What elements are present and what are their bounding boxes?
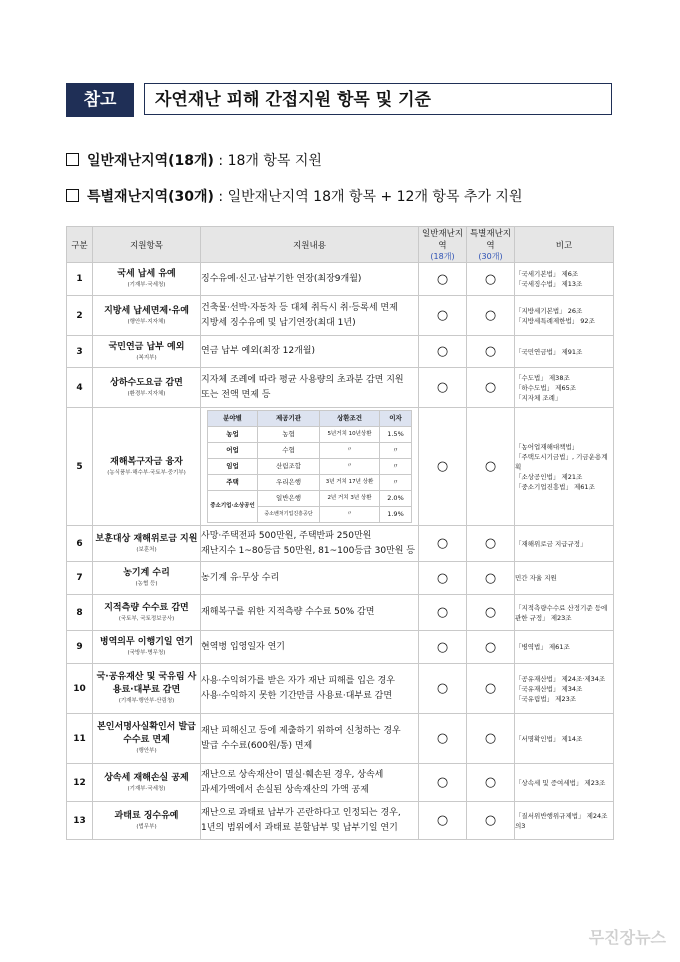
note-cell: [515, 714, 614, 764]
content-cell: [201, 595, 419, 631]
item-agency: (농협 등): [135, 581, 158, 587]
item-name: 보훈대상 재해위로금 지원: [95, 533, 198, 544]
loan-row: [208, 443, 412, 459]
watermark: 무진장뉴스: [588, 928, 666, 947]
note-line: 「수도법」 제38조: [515, 373, 570, 382]
loan-row: [208, 427, 412, 443]
content-cell: [201, 562, 419, 595]
general-mark: ○: [419, 595, 467, 631]
special-mark: ○: [467, 296, 515, 336]
item-agency: (법무부): [136, 823, 157, 830]
item-cell: [93, 408, 201, 526]
loan-category: 중소기업·소상공인: [208, 491, 258, 523]
general-mark: ○: [419, 263, 467, 296]
loan-rate: 1.9%: [380, 507, 412, 523]
note-line: 「재해위로금 지급규정」: [515, 539, 587, 548]
loan-terms: 〃: [320, 443, 380, 459]
item-cell: [93, 802, 201, 840]
item-agency: (보훈처): [136, 546, 157, 553]
content-line: 건축물·선박·자동차 등 대체 취득시 취·등록세 면제: [201, 302, 398, 313]
content-line: 발급 수수료(600원/통) 면제: [201, 740, 313, 751]
content-cell: [201, 408, 419, 526]
loan-terms: 3년 거치 17년 상환: [320, 475, 380, 491]
content-line: 재난으로 과태료 납부가 곤란하다고 인정되는 경우,: [201, 807, 401, 818]
table-row: [67, 296, 614, 336]
note-cell: [515, 263, 614, 296]
item-cell: [93, 631, 201, 664]
content-cell: [201, 296, 419, 336]
loan-category: 주택: [208, 475, 258, 491]
note-line: 「국유림법」 제23조: [515, 694, 577, 703]
content-cell: [201, 714, 419, 764]
row-number: 3: [67, 336, 93, 368]
item-cell: [93, 368, 201, 408]
content-line: 과세가액에서 손실된 상속재산의 가액 공제: [201, 784, 369, 795]
item-name: 지적측량 수수료 감면: [104, 602, 189, 613]
table-row: [67, 263, 614, 296]
note-line: 「국민연금법」 제91조: [515, 347, 583, 356]
general-mark: ○: [419, 526, 467, 562]
general-mark: ○: [419, 714, 467, 764]
content-line: 재난 피해신고 등에 제출하기 위하여 신청하는 경우: [201, 725, 401, 736]
row-number: 8: [67, 595, 93, 631]
item-agency: (기재부·국세청): [127, 282, 166, 288]
table-row: [67, 595, 614, 631]
page-title: 자연재난 피해 간접지원 항목 및 기준: [144, 83, 612, 115]
note-cell: [515, 296, 614, 336]
loan-header: 분야별: [208, 411, 258, 427]
item-agency: (농식품부·해수부·국토부·중기부): [107, 469, 186, 476]
row-number: 11: [67, 714, 93, 764]
table-row: [67, 368, 614, 408]
note-line: 민간 자율 지원: [515, 574, 557, 582]
general-mark: ○: [419, 802, 467, 840]
item-agency: (기재부·행안부·산림청): [118, 698, 175, 704]
row-number: 9: [67, 631, 93, 664]
table-row: [67, 802, 614, 840]
note-line: 「지방세특례제한법」 92조: [515, 316, 595, 325]
note-cell: [515, 664, 614, 714]
note-cell: [515, 562, 614, 595]
note-line: 「농어업재해대책법」: [515, 442, 579, 451]
general-mark: ○: [419, 296, 467, 336]
special-mark: ○: [467, 631, 515, 664]
loan-provider: 우리은행: [258, 475, 320, 491]
note-cell: [515, 526, 614, 562]
loan-category: 어업: [208, 443, 258, 459]
section-header: [66, 83, 612, 117]
item-agency: (행안부·지자체): [127, 318, 166, 325]
loan-row: [208, 491, 412, 507]
loan-provider: 중소벤처기업진흥공단: [258, 507, 320, 523]
item-name: 국세 납세 유예: [117, 269, 176, 279]
special-mark: ○: [467, 526, 515, 562]
item-name: 과태료 징수유예: [114, 810, 179, 821]
content-line: 1년의 범위에서 과태료 분할납부 및 납부기일 연기: [201, 822, 398, 833]
table-row: [67, 664, 614, 714]
loan-row: [208, 475, 412, 491]
note-line: 「주택도시기금법」, 기금운용계획: [515, 452, 608, 471]
loan-terms: 5년거치 10년상환: [320, 427, 380, 443]
general-mark: ○: [419, 408, 467, 526]
note-line: 「병역법」 제61조: [515, 643, 570, 651]
loan-terms: 〃: [320, 507, 380, 523]
note-cell: [515, 802, 614, 840]
note-cell: [515, 368, 614, 408]
special-mark: ○: [467, 336, 515, 368]
content-cell: [201, 764, 419, 802]
note-line: 「국유재산법」 제34조: [515, 684, 583, 693]
item-agency: (행안부): [136, 748, 157, 754]
content-cell: [201, 263, 419, 296]
loan-terms: 〃: [320, 459, 380, 475]
item-cell: [93, 595, 201, 631]
content-line: 징수유예·신고·납부기한 연장(최장9개월): [201, 273, 362, 284]
row-number: 2: [67, 296, 93, 336]
content-line: 재난으로 상속재산이 멸실·훼손된 경우, 상속세: [201, 769, 384, 780]
note-line: 「중소기업진흥법」 제61조: [515, 482, 595, 491]
note-line: 「지적측량수수료 산정기준 등에: [515, 603, 608, 612]
special-mark: ○: [467, 368, 515, 408]
reference-tag: 참고: [66, 83, 134, 117]
loan-rate: 〃: [380, 443, 412, 459]
loan-header: 이자: [380, 411, 412, 427]
col-note: 비고: [515, 227, 614, 263]
special-mark: ○: [467, 263, 515, 296]
loan-provider: 농협: [258, 427, 320, 443]
note-line: 「지방세기본법」 26조: [515, 306, 583, 315]
content-line: 연금 납부 예외(최장 12개월): [201, 346, 315, 356]
loan-provider: 일반은행: [258, 491, 320, 507]
content-line: 농기계 유·무상 수리: [201, 572, 280, 583]
note-line: 관한 규정」 제23조: [515, 613, 572, 622]
note-line: 「소상공인법」 제21조: [515, 472, 583, 481]
row-number: 5: [67, 408, 93, 526]
item-name: 병역의무 이행기일 연기: [99, 637, 194, 647]
row-number: 1: [67, 263, 93, 296]
item-name: 국민연금 납부 예외: [108, 341, 185, 352]
special-mark: ○: [467, 664, 515, 714]
loan-rate: 〃: [380, 475, 412, 491]
table-row: [67, 336, 614, 368]
special-mark: ○: [467, 714, 515, 764]
row-number: 10: [67, 664, 93, 714]
note-cell: [515, 764, 614, 802]
item-cell: [93, 526, 201, 562]
general-mark: ○: [419, 664, 467, 714]
special-mark: ○: [467, 802, 515, 840]
note-line: 「지자체 조례」: [515, 393, 562, 402]
content-line: 지방세 징수유예 및 납기연장(최대 1년): [201, 317, 356, 328]
item-name: 국·공유재산 및 국유림 사용료·대부료 감면: [96, 672, 197, 695]
content-cell: [201, 802, 419, 840]
general-mark: ○: [419, 336, 467, 368]
loan-header: 제공기관: [258, 411, 320, 427]
special-mark: ○: [467, 595, 515, 631]
loan-provider: 수협: [258, 443, 320, 459]
table-row: [67, 714, 614, 764]
row-number: 7: [67, 562, 93, 595]
general-mark: ○: [419, 368, 467, 408]
content-line: 사용·수익허가를 받은 자가 재난 피해를 입은 경우: [201, 675, 395, 686]
item-name: 지방세 납세면제·유예: [104, 305, 189, 316]
note-line: 「국세징수법」 제13조: [515, 280, 583, 288]
table-row: [67, 408, 614, 526]
content-cell: [201, 368, 419, 408]
table-row: [67, 631, 614, 664]
loan-rate: 2.0%: [380, 491, 412, 507]
loan-table: [207, 410, 412, 523]
item-agency: (기재부·국세청): [127, 785, 166, 792]
table-row: [67, 764, 614, 802]
item-name: 재해복구자금 융자: [110, 456, 183, 467]
row-number: 13: [67, 802, 93, 840]
special-mark: ○: [467, 408, 515, 526]
note-line: 「질서위반행위규제법」 제24조의3: [515, 811, 608, 830]
item-cell: [93, 296, 201, 336]
content-line: 사용·수익하지 못한 기간만큼 사용료·대부료 감면: [201, 690, 393, 701]
square-bullet-icon: [66, 189, 79, 202]
table-header: [67, 227, 614, 263]
content-line: 지자체 조례에 따라 평균 사용량의 초과분 감면 지원: [201, 374, 404, 385]
row-number: 12: [67, 764, 93, 802]
note-cell: [515, 631, 614, 664]
table-row: [67, 526, 614, 562]
note-cell: [515, 336, 614, 368]
note-cell: [515, 408, 614, 526]
bullet-general: 일반재난지역(18개) : 18개 항목 지원: [66, 150, 322, 170]
loan-category: 임업: [208, 459, 258, 475]
note-cell: [515, 595, 614, 631]
special-mark: ○: [467, 562, 515, 595]
note-line: 「공유재산법」 제24조·제34조: [515, 674, 606, 683]
content-cell: [201, 631, 419, 664]
loan-rate: 〃: [380, 459, 412, 475]
item-agency: (복지부): [136, 354, 157, 361]
content-line: 현역병 입영일자 연기: [201, 641, 285, 652]
note-line: 「국세기본법」 제6조: [515, 270, 579, 278]
note-line: 「하수도법」 제65조: [515, 383, 577, 392]
loan-terms: 2년 거치 3년 상환: [320, 491, 380, 507]
content-line: 사망·주택전파 500만원, 주택반파 250만원: [201, 530, 372, 541]
loan-header: 상환조건: [320, 411, 380, 427]
note-line: 「상속세 및 증여세법」 제23조: [515, 778, 606, 787]
loan-rate: 1.5%: [380, 427, 412, 443]
loan-row: [208, 459, 412, 475]
content-cell: [201, 336, 419, 368]
item-cell: [93, 263, 201, 296]
special-mark: ○: [467, 764, 515, 802]
item-name: 상속세 재해손실 공제: [104, 772, 189, 783]
item-cell: [93, 336, 201, 368]
general-mark: ○: [419, 631, 467, 664]
content-line: 재해복구를 위한 지적측량 수수료 50% 감면: [201, 607, 375, 617]
content-line: 재난지수 1~80등급 50만원, 81~100등급 30만원 등: [201, 545, 415, 556]
item-cell: [93, 562, 201, 595]
table-row: [67, 562, 614, 595]
item-agency: (환경부·지자체): [127, 390, 166, 397]
square-bullet-icon: [66, 153, 79, 166]
item-agency: (국방부·병무청): [127, 650, 166, 656]
bullet-special: 특별재난지역(30개) : 일반재난지역 18개 항목 + 12개 항목 추가 지원: [66, 186, 522, 206]
item-name: 상하수도요금 감면: [110, 377, 183, 388]
content-line: 또는 전액 면제 등: [201, 389, 271, 400]
col-item: 지원항목: [93, 227, 201, 263]
item-cell: [93, 664, 201, 714]
col-special: 특별재난지역 (30개): [467, 227, 515, 263]
note-line: 「서명확인법」 제14조: [515, 734, 583, 743]
loan-provider: 산림조합: [258, 459, 320, 475]
item-agency: (국토부, 국토정보공사): [118, 615, 175, 622]
content-cell: [201, 664, 419, 714]
item-name: 본인서명사실확인서 발급수수료 면제: [97, 722, 196, 745]
col-content: 지원내용: [201, 227, 419, 263]
content-cell: [201, 526, 419, 562]
item-cell: [93, 764, 201, 802]
support-table: [66, 226, 614, 840]
row-number: 6: [67, 526, 93, 562]
row-number: 4: [67, 368, 93, 408]
loan-category: 농업: [208, 427, 258, 443]
col-no: 구분: [67, 227, 93, 263]
general-mark: ○: [419, 562, 467, 595]
col-general: 일반재난지역 (18개): [419, 227, 467, 263]
general-mark: ○: [419, 764, 467, 802]
item-cell: [93, 714, 201, 764]
item-name: 농기계 수리: [123, 568, 170, 578]
